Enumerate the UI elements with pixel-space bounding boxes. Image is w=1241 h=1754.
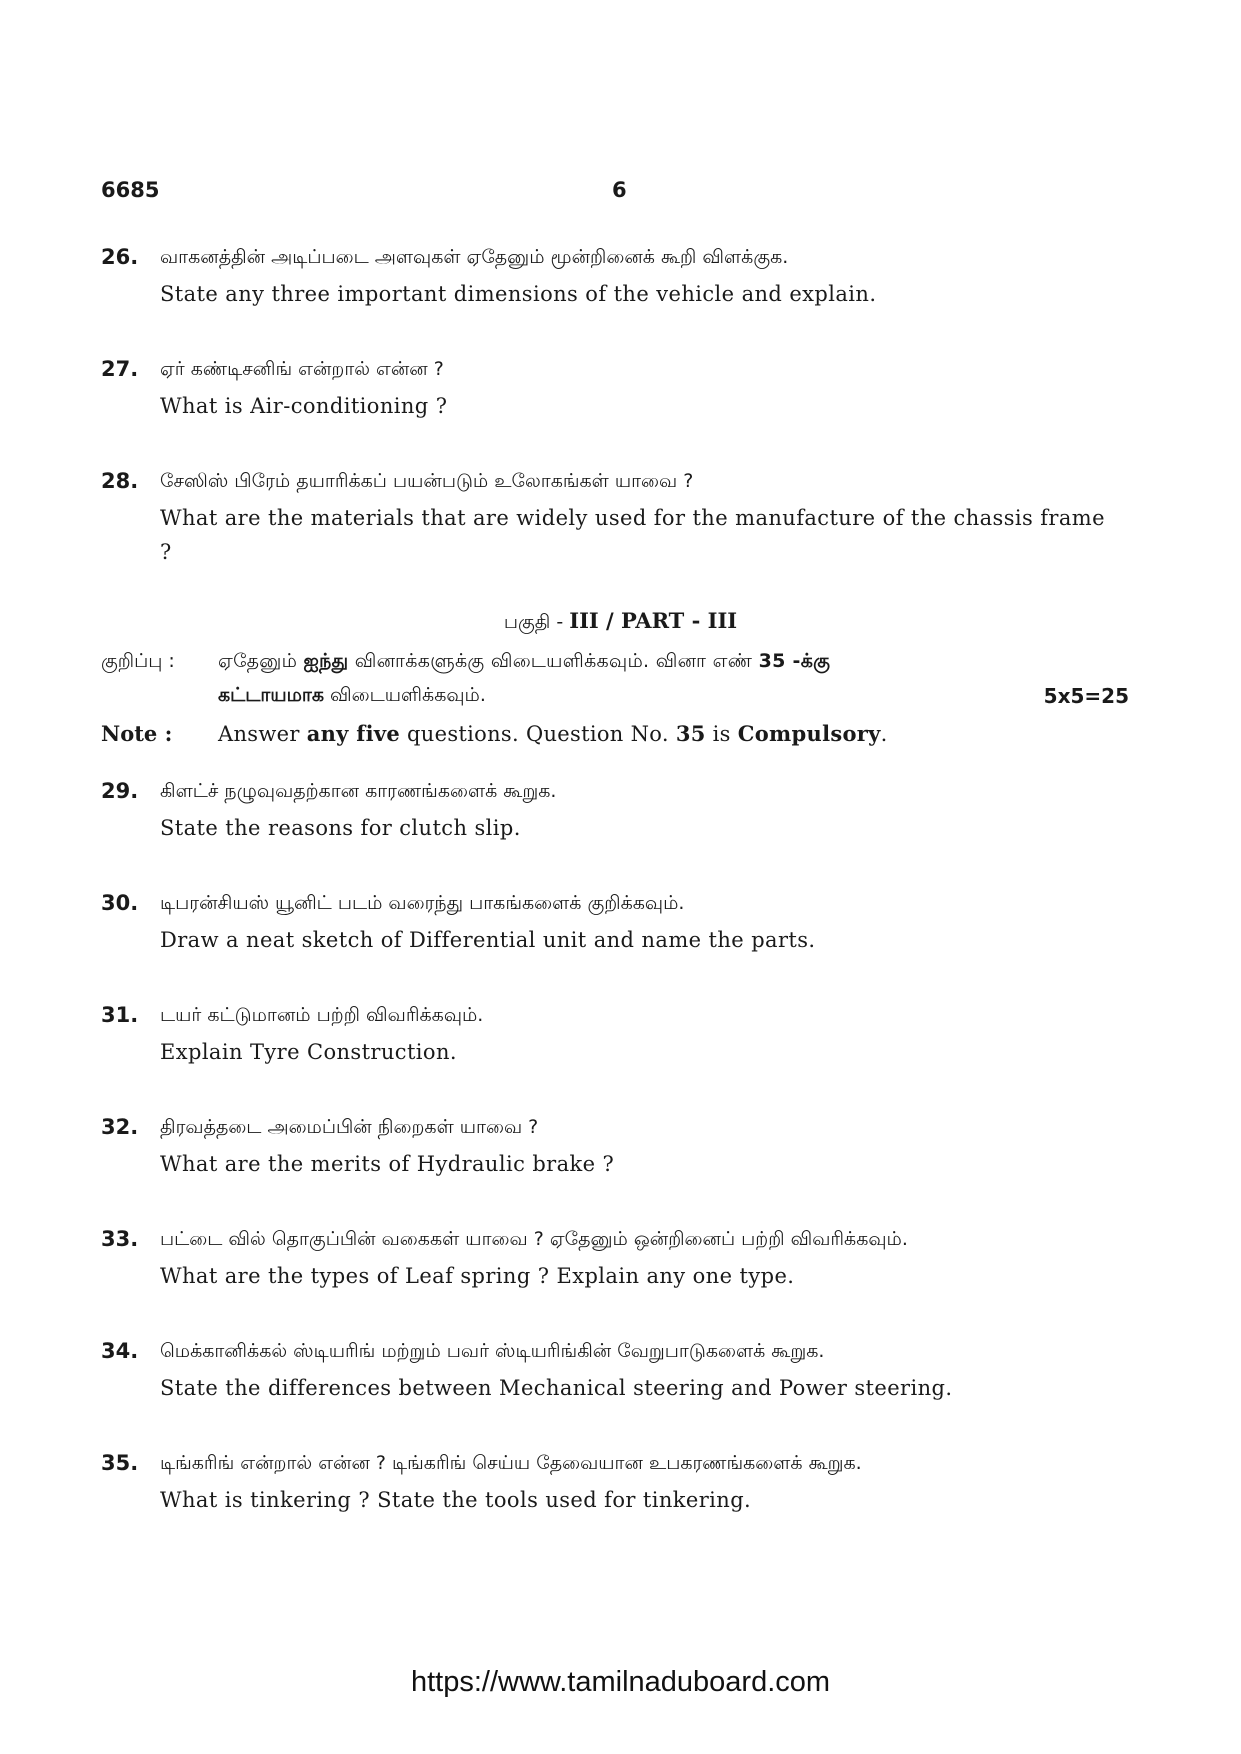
question-text-tamil: வாகனத்தின் அடிப்படை அளவுகள் ஏதேனும் மூன்றினைக் கூறி விளக்குக. (160, 246, 789, 268)
question-number: 35. (101, 1451, 139, 1475)
note-emphasis: any five (306, 721, 401, 746)
question-text-tamil: டிபரன்சியஸ் யூனிட் படம் வரைந்து பாகங்களைக் குறிக்கவும். (160, 892, 685, 914)
instruction-emphasis: கட்டாயமாக (218, 684, 324, 706)
question-number: 27. (101, 357, 139, 381)
question-text-english: Draw a neat sketch of Differential unit and name the parts. (160, 928, 816, 952)
question-text-english: State any three important dimensions of the vehicle and explain. (160, 282, 877, 306)
note-emphasis: Compulsory (737, 721, 881, 746)
instruction-text-tamil (218, 645, 1098, 677)
question-number: 32. (101, 1115, 139, 1139)
note-part: is (705, 722, 738, 746)
question-text-english: What are the merits of Hydraulic brake ? (160, 1152, 615, 1176)
question-number: 28. (101, 469, 139, 493)
question-number: 33. (101, 1227, 139, 1251)
question-text-tamil: டயர் கட்டுமானம் பற்றி விவரிக்கவும். (160, 1004, 484, 1026)
question-text-tamil: பட்டை வில் தொகுப்பின் வகைகள் யாவை ? ஏதேனும் ஒன்றினைப் பற்றி விவரிக்கவும். (160, 1228, 908, 1250)
question-text-english: What is Air-conditioning ? (160, 394, 448, 418)
question-number: 29. (101, 779, 139, 803)
instruction-part: வினாக்களுக்கு விடையளிக்கவும். வினா எண் (348, 650, 759, 672)
note-emphasis: 35 (675, 721, 706, 746)
note-text (218, 718, 888, 750)
question-text-tamil: கிளட்ச் நழுவுவதற்கான காரணங்களைக் கூறுக. (160, 780, 557, 802)
marks-scheme: 5x5=25 (1043, 684, 1129, 708)
question-text-english: State the reasons for clutch slip. (160, 816, 521, 840)
part-heading-english: III / PART - III (569, 608, 738, 633)
note-part: questions. Question No. (400, 722, 676, 746)
instruction-text-tamil-line2 (218, 679, 486, 711)
note-label: Note : (101, 721, 173, 746)
question-number: 26. (101, 245, 139, 269)
instruction-label-tamil: குறிப்பு : (101, 650, 175, 672)
part-heading-tamil: பகுதி - (503, 611, 570, 633)
question-text-tamil: சேஸிஸ் பிரேம் தயாரிக்கப் பயன்படும் உலோகங்கள் யாவை ? (160, 470, 694, 492)
question-text-tamil: ஏர் கண்டிசனிங் என்றால் என்ன ? (160, 358, 444, 380)
question-number: 34. (101, 1339, 139, 1363)
note-part: . (880, 722, 888, 746)
question-number: 30. (101, 891, 139, 915)
part-heading (0, 606, 1241, 637)
instruction-emphasis: ஐந்து (303, 650, 349, 672)
instruction-part: ஏதேனும் (218, 650, 304, 672)
note-part: Answer (218, 722, 307, 746)
paper-code: 6685 (101, 178, 160, 202)
question-text-english: State the differences between Mechanical steering and Power steering. (160, 1376, 953, 1400)
instruction-part: விடையளிக்கவும். (323, 684, 486, 706)
question-text-english: What are the materials that are widely used for the manufacture of the chassis frame ? (160, 506, 1105, 564)
instruction-question-number: 35 -க்கு (758, 650, 831, 672)
question-text-tamil: மெக்கானிக்கல் ஸ்டியரிங் மற்றும் பவர் ஸ்டியரிங்கின் வேறுபாடுகளைக் கூறுக. (160, 1340, 825, 1362)
question-text-tamil: திரவத்தடை அமைப்பின் நிறைகள் யாவை ? (160, 1116, 539, 1138)
question-text-english: What is tinkering ? State the tools used for tinkering. (160, 1488, 752, 1512)
question-text-english: What are the types of Leaf spring ? Explain any one type. (160, 1264, 795, 1288)
footer-url: https://www.tamilnaduboard.com (410, 1666, 831, 1698)
question-number: 31. (101, 1003, 139, 1027)
question-text-tamil: டிங்கரிங் என்றால் என்ன ? டிங்கரிங் செய்ய தேவையான உபகரணங்களைக் கூறுக. (160, 1452, 862, 1474)
question-text-english: Explain Tyre Construction. (160, 1040, 457, 1064)
page-number: 6 (612, 178, 627, 202)
